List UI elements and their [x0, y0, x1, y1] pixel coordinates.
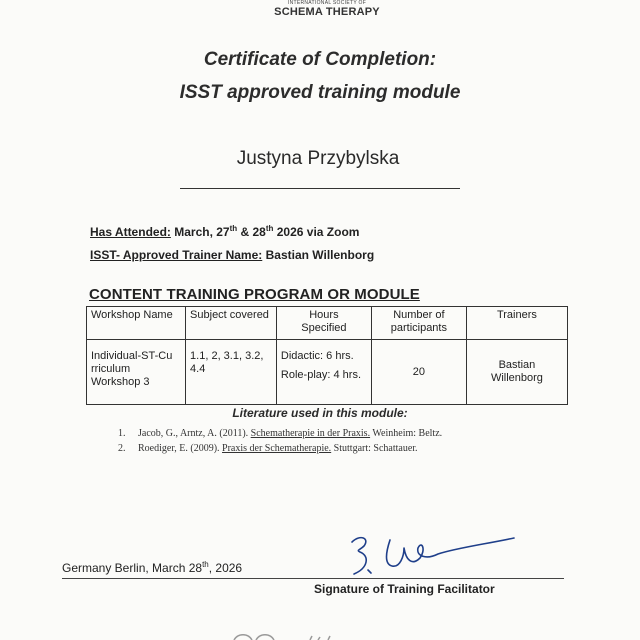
- signature-line: [62, 578, 564, 579]
- cell-trainers: Bastian Willenborg: [466, 340, 567, 405]
- name-underline: [180, 188, 460, 189]
- cell-subject: 1.1, 2, 3.1, 3.2, 4.4: [186, 340, 277, 405]
- place-and-date: Germany Berlin, March 28th, 2026: [62, 560, 243, 575]
- attendance-line: [90, 224, 359, 239]
- literature-item: 2. Roediger, E. (2009). Praxis der Schematherapie. Stuttgart: Schattauer.: [118, 443, 418, 454]
- header-workshop-name: Workshop Name: [87, 307, 186, 340]
- isst-logo: [272, 0, 382, 18]
- cell-hours: Didactic: 6 hrs. Role-play: 4 hrs.: [276, 340, 371, 405]
- certificate-subtitle: ISST approved training module: [179, 82, 461, 103]
- cell-workshop: Individual-ST-Cu rriculum Workshop 3: [87, 340, 186, 405]
- header-hours: Hours Specified: [276, 307, 371, 340]
- table-header-row: [87, 307, 568, 340]
- footer-logo-fragment: [230, 632, 350, 640]
- attended-date-b: & 28: [237, 225, 266, 239]
- table-row: [87, 340, 568, 405]
- header-subject: Subject covered: [186, 307, 277, 340]
- attended-sup-a: th: [229, 224, 238, 233]
- recipient-name: Justyna Przybylska: [236, 148, 400, 169]
- header-trainers: Trainers: [466, 307, 567, 340]
- trainer-line: [90, 248, 374, 262]
- literature-item: 1. Jacob, G., Arntz, A. (2011). Schematherapie in der Praxis. Weinheim: Beltz.: [118, 428, 443, 439]
- attended-date-a: March, 27: [170, 225, 230, 239]
- logo-name: SCHEMA THERAPY: [274, 6, 380, 18]
- handwritten-signature: [346, 530, 526, 580]
- attended-label: Has Attended:: [90, 225, 171, 239]
- trainer-name: Bastian Willenborg: [262, 248, 375, 262]
- cell-participants: 20: [371, 340, 466, 405]
- header-participants: Number of participants: [371, 307, 466, 340]
- logo-small-text: INTERNATIONAL SOCIETY OF: [287, 0, 367, 6]
- section-title: CONTENT TRAINING PROGRAM OR MODULE: [89, 286, 420, 303]
- training-table: [86, 306, 568, 405]
- attended-sup-b: th: [265, 224, 274, 233]
- attended-date-c: 2026 via Zoom: [273, 225, 360, 239]
- signature-label: Signature of Training Facilitator: [314, 582, 495, 596]
- certificate-title: Certificate of Completion:: [203, 49, 437, 70]
- trainer-label: ISST- Approved Trainer Name:: [90, 248, 263, 262]
- literature-title: Literature used in this module:: [232, 406, 408, 420]
